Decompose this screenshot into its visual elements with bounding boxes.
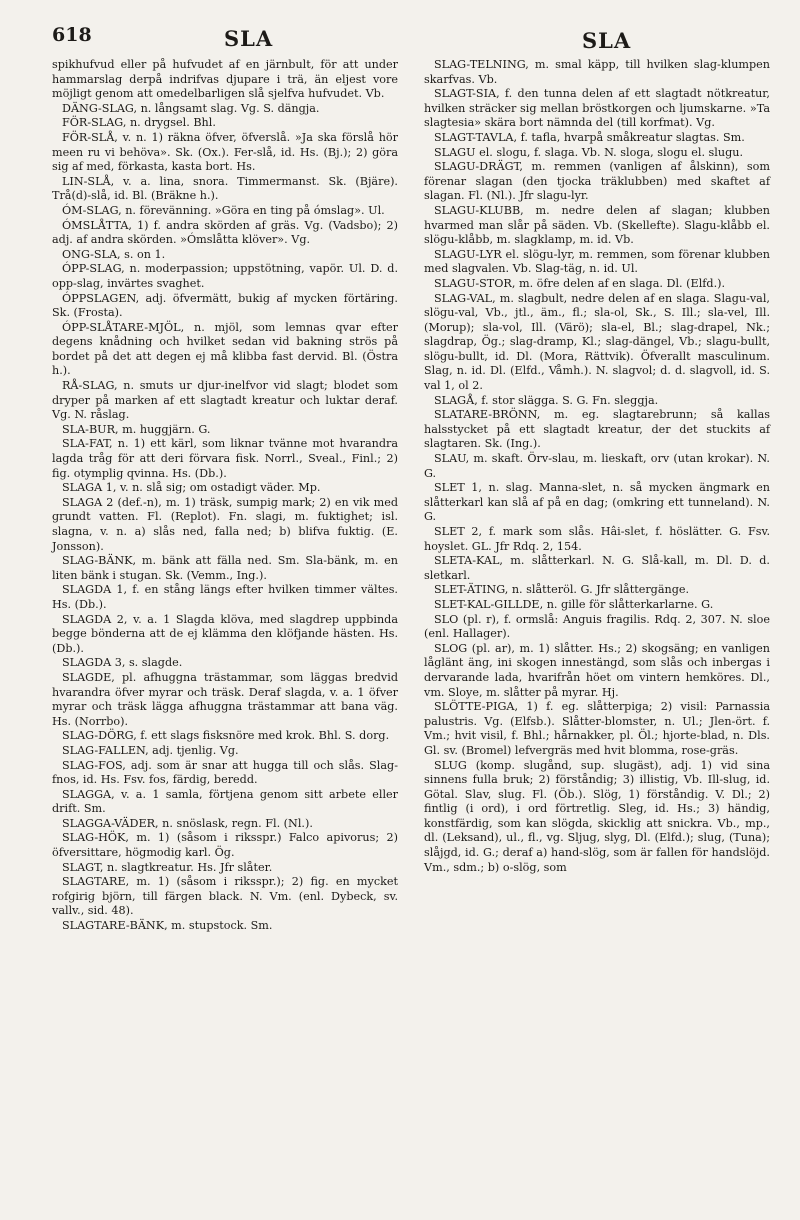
- left-column: [52, 58, 398, 934]
- left-guide-word: SLA: [224, 26, 274, 51]
- dictionary-entry: SLAG-DÖRG, f. ett slags fisksnöre med krok. Bhl. S. dorg.: [62, 729, 390, 743]
- dictionary-entry: SLET 2, f. mark som slås. Hâi-slet, f. höslätter. G. Fsv. hoyslet. GL. Jfr Rdq. 2, 154.: [424, 525, 770, 553]
- dictionary-entry: SLET-ÄTING, n. slåtteröl. G. Jfr slåttergänge.: [434, 583, 690, 597]
- dictionary-entry: SLUG (komp. slugånd, sup. slugäst), adj. 1) vid sina sinnens fulla bruk; 2) förståndig; 3) illistig, Vb. Ill-slug, id. Götal. Slav, slug. Fl. (Öb.). Slög, 1) förståndig. V. Dl.; 2) fintlig (i ord), i ord förtretlig. Sleg, id. Hs.; 3) händig, konstfärdig, som kan slögda, skicklig att snickra. Vb., mp., dl. (Leksand), ul., fl., vg. Sljug, slyg, Dl. (Elfd.); slug, (Tuna); slåjgd, id. G.; deraf a) hand-slög, som är fallen för handslöjd. Vm., sdm.; b) o-slög, som: [424, 758, 770, 874]
- dictionary-entry: SLAG-FALLEN, adj. tjenlig. Vg.: [62, 743, 239, 757]
- dictionary-entry: SLAGU-KLUBB, m. nedre delen af slagan; klubben hvarmed man slår på säden. Vb. (Skellefte). Slagu-klåbb el. slögu-klåbb, m. slagklamp, m. id. Vb.: [424, 203, 770, 247]
- dictionary-entry: ONG-SLA, s. on 1.: [62, 247, 166, 261]
- dictionary-entry: SLAGU-LYR el. slögu-lyr, m. remmen, som förenar klubben med slagvalen. Vb. Slag-täg, n. id. Ul.: [424, 247, 770, 276]
- right-column: [424, 58, 770, 934]
- dictionary-entry: SLAGU el. slogu, f. slaga. Vb. N. sloga, slogu el. slugu.: [434, 145, 743, 159]
- dictionary-entry: SLAGT, n. slagtkreatur. Hs. Jfr slåter.: [62, 860, 273, 874]
- page-header: [52, 18, 770, 58]
- dictionary-entry: SLAGTARE-BÄNK, m. stupstock. Sm.: [62, 919, 273, 933]
- dictionary-entry: SLAGTARE, m. 1) (såsom i riksspr.); 2) fig. en mycket rofgirig björn, till färgen black. N. Vm. (enl. Dybeck, sv. vallv., sid. 48).: [52, 875, 398, 918]
- text-columns: [52, 58, 770, 934]
- dictionary-entry: DÄNG-SLAG, n. långsamt slag. Vg. S. dängja.: [62, 101, 320, 115]
- dictionary-entry: SLAGU-DRÄGT, m. remmen (vanligen af ålskinn), som förenar slagan (den tjocka träklubben) med skaftet af slagan. Fl. (Nl.). Jfr slagu-lyr.: [424, 160, 770, 203]
- dictionary-entry: SLAGA 1, v. n. slå sig; om ostadigt väder. Mp.: [62, 481, 321, 495]
- dictionary-entry: ÓM-SLAG, n. förevänning. »Göra en ting på ómslag». Ul.: [62, 203, 385, 217]
- dictionary-entry: SLAGDA 3, s. slagde.: [62, 656, 183, 670]
- dictionary-entry: SLAGGA, v. a. 1 samla, förtjena genom sitt arbete eller drift. Sm.: [52, 787, 398, 816]
- dictionary-entry: SLAGA 2 (def.-n), m. 1) träsk, sumpig mark; 2) en vik med grundt vatten. Fl. (Replot). Fn. slagi, m. fuktighet; isl. slagna, v. n. a) slås ned, falla ned; b) blifva fuktig. (E. Jonsson).: [52, 495, 398, 553]
- dictionary-entry: SLAG-VAL, m. slagbult, nedre delen af en slaga. Slagu-val, slögu-val, Vb., jtl., äm., fl.; sla-ol, Sk., S. Ill.; sla-vel, Ill. (Morup); sla-vol, Ill. (Värö); sla-el, Bl.; slag-drapel, Nk.; slagdrap, Ög.; slag-dramp, Kl.; slag-dängel, Vb.; slagu-bullt, slögu-bullt, id. Dl. (Mora, Rättvik). Öfverallt masculinum. Slag, n. id. Dl. (Elfd., Våmh.). N. slagvol; d. d. slagvoll, id. S. val 1, ol 2.: [424, 291, 770, 393]
- dictionary-entry: SLET 1, n. slag. Manna-slet, n. så mycken ängmark en slåtterkarl kan slå af på en dag; (omkring ett tunneland). N. G.: [424, 481, 770, 524]
- dictionary-entry: spikhufvud eller på hufvudet af en järnbult, för att under hammarslag derpå indrifvas djupare i trä, än eljest vore möjligt genom att omedelbarligen slå sjelfva hufvudet. Vb.: [52, 58, 398, 101]
- right-guide-word: SLA: [582, 28, 632, 53]
- dictionary-entry: SLAGGA-VÄDER, n. snöslask, regn. Fl. (Nl.).: [62, 816, 313, 830]
- dictionary-entry: ÓPPSLAGEN, adj. öfvermätt, bukig af mycken förtäring. Sk. (Frosta).: [52, 291, 398, 320]
- dictionary-entry: SLETA-KAL, m. slåtterkarl. N. G. Slå-kall, m. Dl. D. d. sletkarl.: [424, 554, 770, 582]
- dictionary-entry: ÓPP-SLÅTARE-MJÖL, n. mjöl, som lemnas qvar efter degens knådning och hvilket sedan vid bakning strös på bordet på det att degen ej må klibba fast dervid. Bl. (Östra h.).: [52, 320, 398, 378]
- dictionary-entry: SLATARE-BRÖNN, m. eg. slagtarebrunn; så kallas halsstycket på ett slagtadt kreatur, der det stuckits af slagtaren. Sk. (Ing.).: [424, 408, 770, 451]
- dictionary-entry: FÖR-SLAG, n. drygsel. Bhl.: [62, 116, 216, 130]
- dictionary-entry: SLAU, m. skaft. Örv-slau, m. lieskaft, orv (utan krokar). N. G.: [424, 452, 770, 480]
- dictionary-entry: SLAGDA 2, v. a. 1 Slagda klöva, med slagdrep uppbinda begge bönderna att de ej klämma den klöfjande hästen. Hs. (Db.).: [52, 612, 398, 655]
- page-number: 618: [52, 24, 92, 46]
- dictionary-entry: SLOG (pl. ar), m. 1) slåtter. Hs.; 2) skogsäng; en vanligen låglänt äng, ini skogen innestängd, som slås och inbergas i dervarande lada, hvarifrån höet om vintern hemköres. Dl., vm. Sloye, m. slåtter på myrar. Hj.: [424, 641, 770, 699]
- dictionary-entry: SLO (pl. r), f. ormslå: Anguis fragilis. Rdq. 2, 307. N. sloe (enl. Hallager).: [424, 612, 770, 641]
- dictionary-entry: SLA-BUR, m. huggjärn. G.: [62, 422, 211, 436]
- dictionary-entry: SLAG-FOS, adj. som är snar att hugga till och slås. Slag-fnos, id. Hs. Fsv. fos, färdig, beredd.: [52, 758, 398, 787]
- dictionary-entry: SLAGU-STOR, m. öfre delen af en slaga. Dl. (Elfd.).: [434, 276, 726, 290]
- dictionary-entry: SLÖTTE-PIGA, 1) f. eg. slåtterpiga; 2) visil: Parnassia palustris. Vg. (Elfsb.). Slåtter-blomster, n. Ul.; Jlen-ört. f. Vm.; hvit visil, f. Bhl.; hårnakker, pl. Öl.; hjorte-blad, n. Dls. Gl. sv. (Bromel) lefvergräs med hvit blomma, rose-gräs.: [424, 700, 770, 757]
- dictionary-entry: SLAG-HÖK, m. 1) (såsom i riksspr.) Falco apivorus; 2) öfversittare, högmodig karl. Ög.: [52, 831, 398, 860]
- dictionary-entry: RÅ-SLAG, n. smuts ur djur-inelfvor vid slagt; blodet som dryper på marken af ett slagtadt kreatur och luktar deraf. Vg. N. råslag.: [52, 379, 398, 422]
- dictionary-entry: SLAGT-TAVLA, f. tafla, hvarpå småkreatur slagtas. Sm.: [434, 130, 745, 144]
- dictionary-entry: SLAG-BÄNK, m. bänk att fälla ned. Sm. Sla-bänk, m. en liten bänk i stugan. Sk. (Vemm., Ing.).: [52, 554, 398, 582]
- dictionary-entry: ÓPP-SLAG, n. moderpassion; uppstötning, vapör. Ul. D. d. opp-slag, invärtes svaghet.: [52, 262, 398, 290]
- dictionary-entry: SLAGDA 1, f. en stång längs efter hvilken timmer vältes. Hs. (Db.).: [52, 583, 398, 611]
- dictionary-entry: SLAGDE, pl. afhuggna trästammar, som läggas bredvid hvarandra öfver myrar och träsk. Deraf slagda, v. a. 1 öfver myrar och träsk lägga afhuggna trästammar att bana väg. Hs. (Norrbo).: [52, 670, 398, 728]
- dictionary-entry: SLET-KAL-GILLDE, n. gille för slåtterkarlarne. G.: [434, 597, 714, 611]
- dictionary-entry: LIN-SLÅ, v. a. lina, snora. Timmermanst. Sk. (Bjäre). Trå(d)-slå, id. Bl. (Bräkne h.).: [52, 174, 398, 203]
- dictionary-entry: SLAGÅ, f. stor slägga. S. G. Fn. sleggja.: [434, 393, 659, 407]
- dictionary-entry: FÖR-SLÅ, v. n. 1) räkna öfver, öfverslå. »Ja ska förslå hör meen ru vi behöva». Sk. (Ox.). Fer-slå, id. Hs. (Bj.); 2) göra sig af med, förkasta, kasta bort. Hs.: [52, 130, 398, 174]
- dictionary-entry: SLAG-TELNING, m. smal käpp, till hvilken slag-klumpen skarfvas. Vb.: [424, 58, 770, 86]
- dictionary-entry: SLAGT-SIA, f. den tunna delen af ett slagtadt nötkreatur, hvilken sträcker sig mellan bröstkorgen och ljumskarne. »Ta slagtesia» skära bort nämnda del (till korfmat). Vg.: [424, 87, 770, 130]
- dictionary-entry: ÓMSLÅTTA, 1) f. andra skörden af gräs. Vg. (Vadsbo); 2) adj. af andra skörden. »Ómslåtta klöver». Vg.: [52, 218, 398, 247]
- dictionary-entry: SLA-FAT, n. 1) ett kärl, som liknar tvänne mot hvarandra lagda tråg för att deri förvara fisk. Norrl., Sveal., Finl.; 2) fig. otymplig qvinna. Hs. (Db.).: [52, 437, 398, 480]
